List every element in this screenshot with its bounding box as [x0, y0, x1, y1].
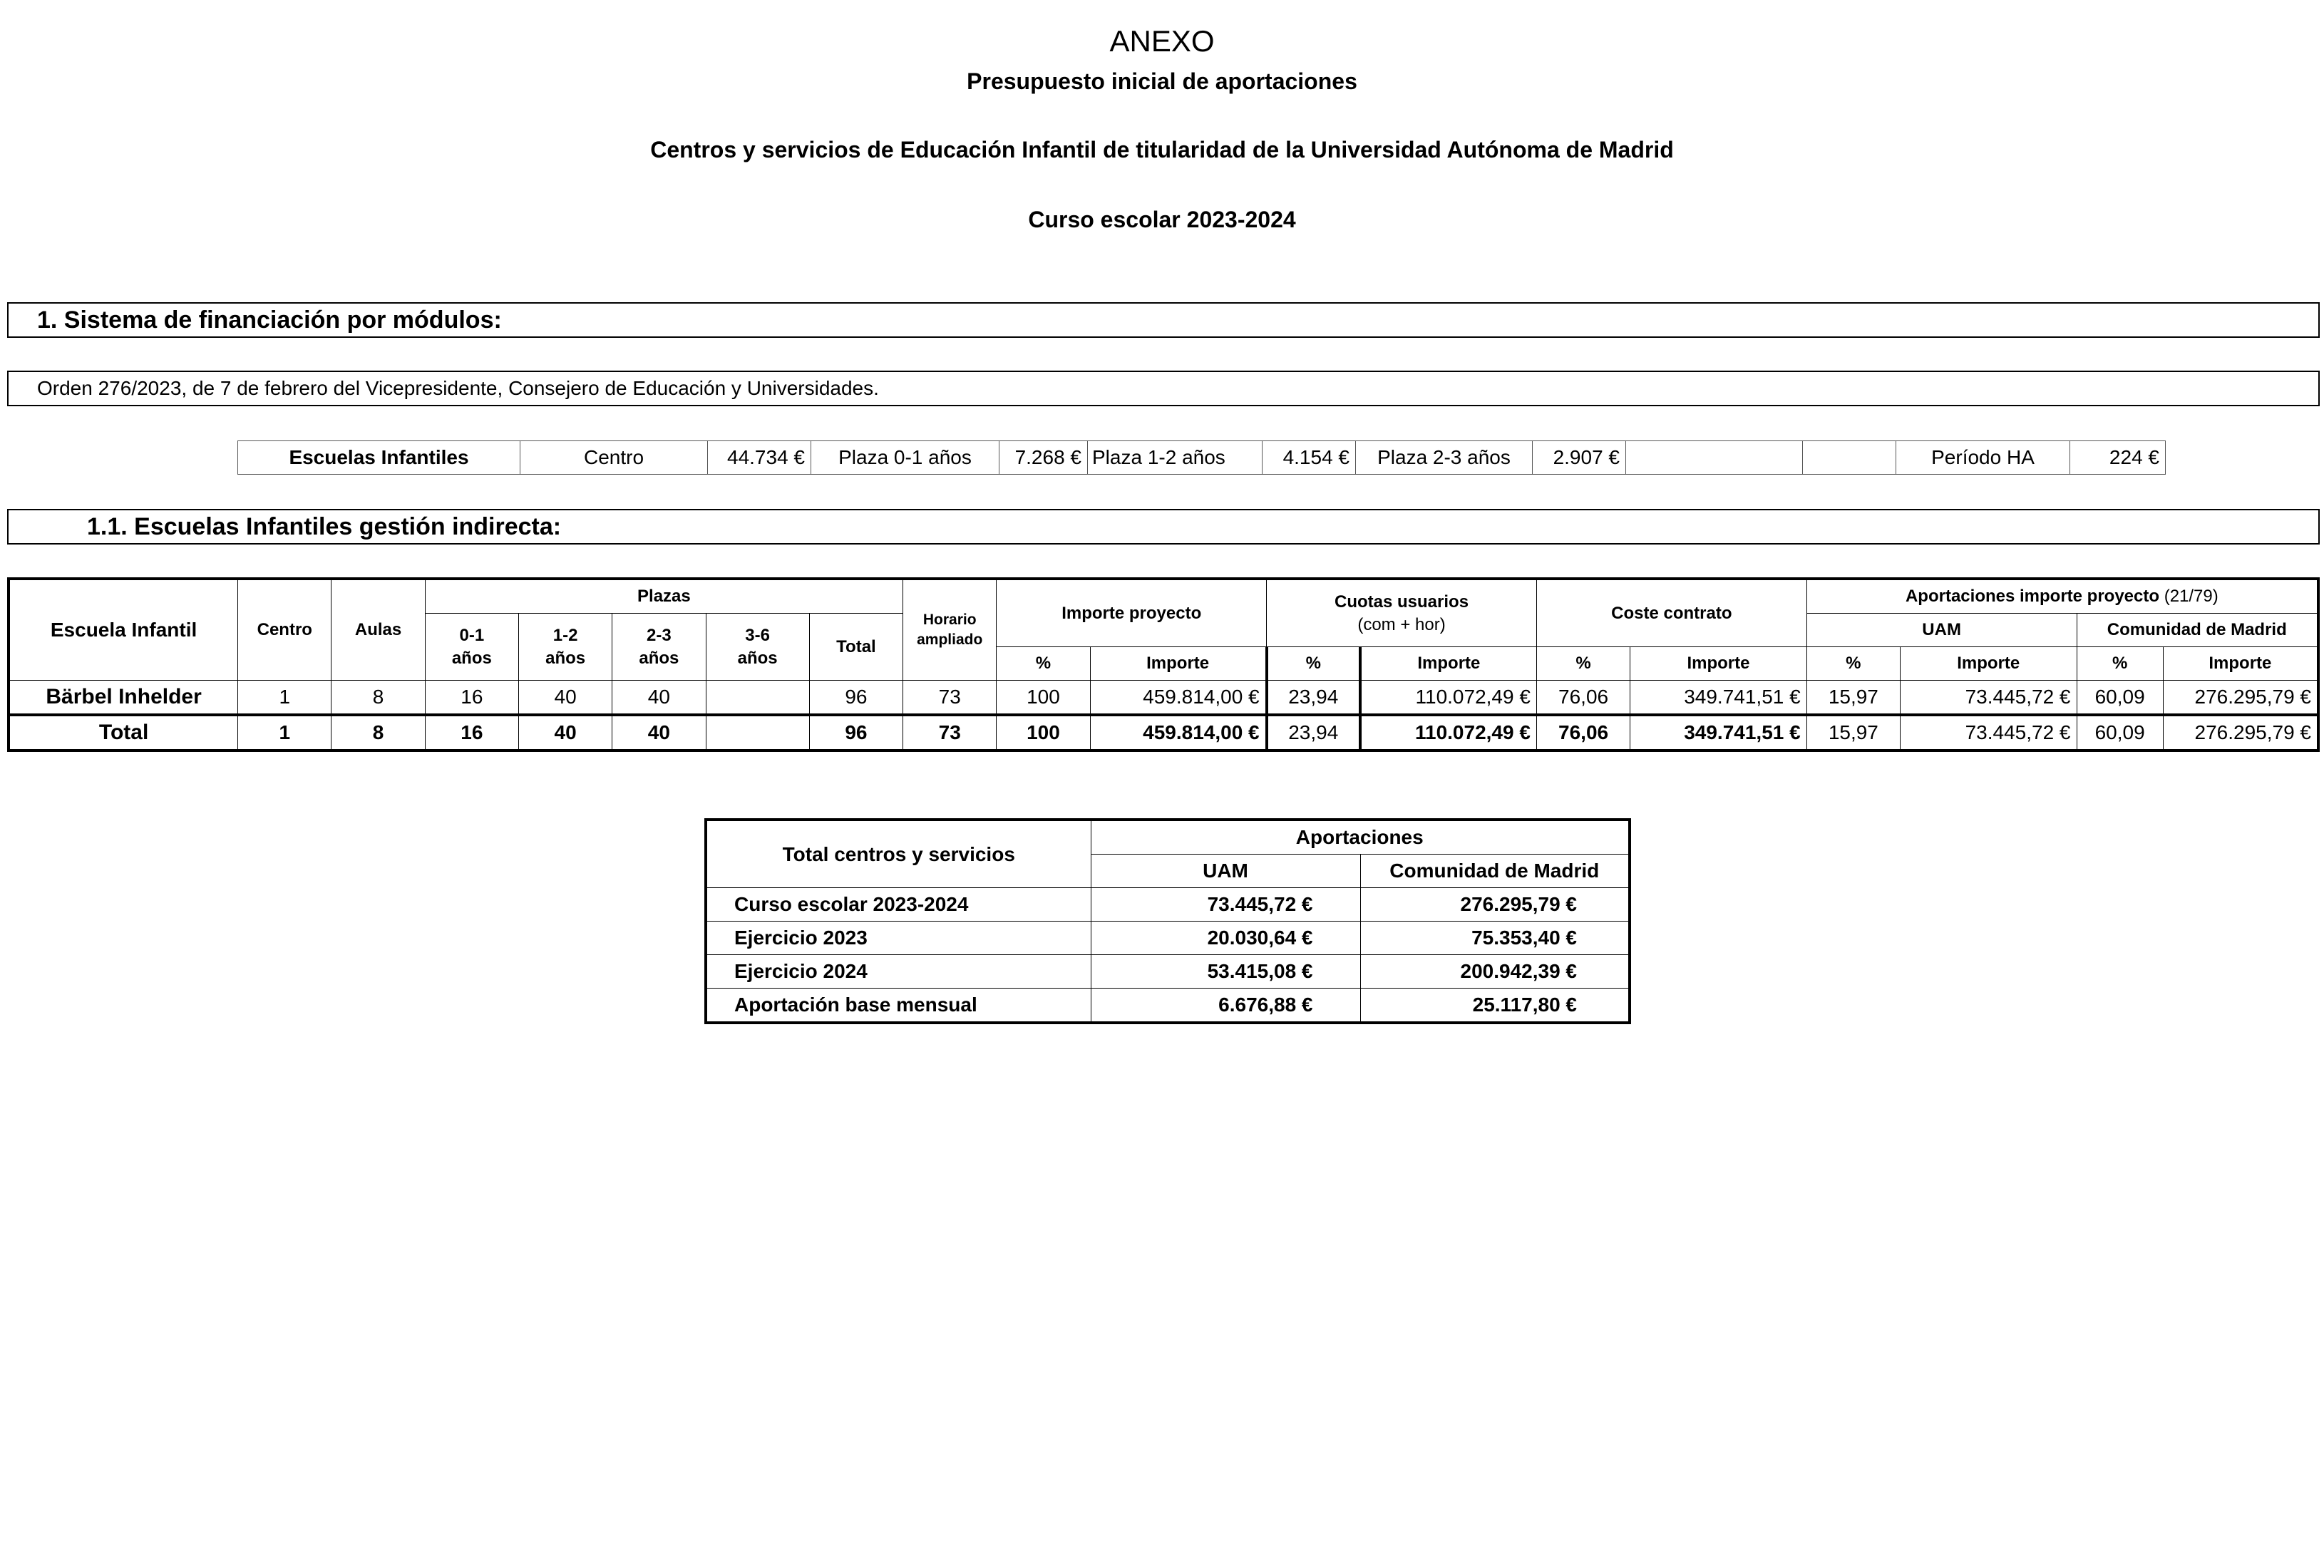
course-heading: Curso escolar 2023-2024 — [1028, 207, 1296, 232]
header-cuotas-title: Cuotas usuarios — [1335, 592, 1469, 612]
summary-col-uam: UAM — [1091, 855, 1360, 888]
summary-label: Ejercicio 2024 — [706, 955, 1091, 989]
header-uam-pct: % — [1806, 647, 1900, 681]
header-cm: Comunidad de Madrid — [2077, 614, 2318, 647]
empty-cell — [1803, 441, 1896, 475]
total-ip-pct: 100 — [997, 715, 1090, 751]
periodo-label: Período HA — [1896, 441, 2070, 475]
summary-header-left: Total centros y servicios — [706, 820, 1091, 888]
summary-row — [706, 955, 1630, 989]
cell-p01: 16 — [425, 681, 518, 716]
cell-cm-pct: 60,09 — [2077, 681, 2163, 716]
total-aulas: 8 — [331, 715, 425, 751]
total-row — [9, 715, 2318, 751]
header-p12: 1-2 años — [518, 614, 612, 681]
header-cu-pct: % — [1267, 647, 1360, 681]
header-aportaciones-title: Aportaciones importe proyecto — [1905, 587, 2160, 606]
centro-value: 44.734 € — [708, 441, 811, 475]
summary-col-cm: Comunidad de Madrid — [1360, 855, 1630, 888]
header-coste: Coste contrato — [1536, 579, 1806, 647]
header-cu-importe: Importe — [1360, 647, 1537, 681]
total-uam-pct: 15,97 — [1806, 715, 1900, 751]
cell-cu-importe: 110.072,49 € — [1360, 681, 1537, 716]
plaza-0-1-value: 7.268 € — [999, 441, 1088, 475]
total-ip-importe: 459.814,00 € — [1090, 715, 1267, 751]
total-p36 — [706, 715, 809, 751]
total-label: Total — [9, 715, 238, 751]
header-uam: UAM — [1806, 614, 2077, 647]
plaza-2-3-value: 2.907 € — [1533, 441, 1626, 475]
cell-cc-pct: 76,06 — [1536, 681, 1630, 716]
centres-heading: Centros y servicios de Educación Infantil de titularidad de la Universidad Autónoma de Madrid — [650, 137, 1674, 163]
header-importe-proyecto: Importe proyecto — [997, 579, 1267, 647]
header-cuotas-sub: (com + hor) — [1357, 614, 1446, 634]
cell-aulas: 8 — [331, 681, 425, 716]
cell-centro: 1 — [238, 681, 331, 716]
header-aportaciones — [1806, 579, 2318, 614]
summary-label: Curso escolar 2023-2024 — [706, 888, 1091, 922]
header-ip-importe: Importe — [1090, 647, 1267, 681]
total-p12: 40 — [518, 715, 612, 751]
summary-cm: 200.942,39 € — [1360, 955, 1630, 989]
summary-cm: 25.117,80 € — [1360, 989, 1630, 1023]
summary-uam: 20.030,64 € — [1091, 922, 1360, 955]
header-escuela: Escuela Infantil — [9, 579, 238, 681]
summary-uam: 73.445,72 € — [1091, 888, 1360, 922]
total-cc-pct: 76,06 — [1536, 715, 1630, 751]
header-cc-importe: Importe — [1630, 647, 1807, 681]
header-plazas: Plazas — [425, 579, 903, 614]
summary-row — [706, 922, 1630, 955]
summary-label: Ejercicio 2023 — [706, 922, 1091, 955]
total-total: 96 — [809, 715, 903, 751]
summary-label: Aportación base mensual — [706, 989, 1091, 1023]
cell-p12: 40 — [518, 681, 612, 716]
module-rates-table — [237, 440, 2166, 475]
order-reference: Orden 276/2023, de 7 de febrero del Vicepresidente, Consejero de Educación y Universidades. — [7, 371, 2320, 406]
cell-p36 — [706, 681, 809, 716]
plaza-2-3-label: Plaza 2-3 años — [1356, 441, 1533, 475]
summary-cm: 276.295,79 € — [1360, 888, 1630, 922]
schools-budget-table — [7, 577, 2320, 752]
total-horario: 73 — [903, 715, 997, 751]
contributions-summary-table — [704, 818, 1631, 1024]
cell-cm-importe: 276.295,79 € — [2163, 681, 2318, 716]
summary-uam: 53.415,08 € — [1091, 955, 1360, 989]
header-ip-pct: % — [997, 647, 1090, 681]
header-cc-pct: % — [1536, 647, 1630, 681]
cell-horario: 73 — [903, 681, 997, 716]
header-total: Total — [809, 614, 903, 681]
header-horario — [903, 579, 997, 681]
summary-row — [706, 888, 1630, 922]
header-p01: 0-1 años — [425, 614, 518, 681]
total-cu-importe: 110.072,49 € — [1360, 715, 1537, 751]
section-1-heading: 1. Sistema de financiación por módulos: — [7, 302, 2320, 338]
header-centro: Centro — [238, 579, 331, 681]
cell-uam-pct: 15,97 — [1806, 681, 1900, 716]
summary-row — [706, 989, 1630, 1023]
modules-label: Escuelas Infantiles — [238, 441, 520, 475]
header-horario-line1: Horario — [922, 612, 977, 628]
empty-cell — [1626, 441, 1803, 475]
periodo-value: 224 € — [2070, 441, 2166, 475]
header-p23: 2-3 años — [612, 614, 706, 681]
plaza-0-1-label: Plaza 0-1 años — [811, 441, 999, 475]
section-1-1-heading: 1.1. Escuelas Infantiles gestión indirecta: — [7, 509, 2320, 545]
total-cu-pct: 23,94 — [1267, 715, 1360, 751]
total-cm-importe: 276.295,79 € — [2163, 715, 2318, 751]
annex-title: ANEXO — [1109, 24, 1215, 58]
total-uam-importe: 73.445,72 € — [1900, 715, 2077, 751]
total-p01: 16 — [425, 715, 518, 751]
total-p23: 40 — [612, 715, 706, 751]
header-cm-importe: Importe — [2163, 647, 2318, 681]
cell-cc-importe: 349.741,51 € — [1630, 681, 1807, 716]
summary-header-group: Aportaciones — [1091, 820, 1630, 855]
summary-uam: 6.676,88 € — [1091, 989, 1360, 1023]
document-subtitle: Presupuesto inicial de aportaciones — [967, 68, 1357, 94]
header-cuotas — [1267, 579, 1537, 647]
total-cc-importe: 349.741,51 € — [1630, 715, 1807, 751]
table-row — [9, 681, 2318, 716]
cell-escuela: Bärbel Inhelder — [9, 681, 238, 716]
header-aportaciones-ratio: (21/79) — [2164, 587, 2218, 606]
plaza-1-2-label: Plaza 1-2 años — [1088, 441, 1263, 475]
cell-ip-importe: 459.814,00 € — [1090, 681, 1267, 716]
header-aulas: Aulas — [331, 579, 425, 681]
cell-cu-pct: 23,94 — [1267, 681, 1360, 716]
header-uam-importe: Importe — [1900, 647, 2077, 681]
summary-cm: 75.353,40 € — [1360, 922, 1630, 955]
total-centro: 1 — [238, 715, 331, 751]
header-p36: 3-6 años — [706, 614, 809, 681]
header-cm-pct: % — [2077, 647, 2163, 681]
cell-p23: 40 — [612, 681, 706, 716]
cell-uam-importe: 73.445,72 € — [1900, 681, 2077, 716]
plaza-1-2-value: 4.154 € — [1263, 441, 1356, 475]
centro-label: Centro — [520, 441, 708, 475]
cell-ip-pct: 100 — [997, 681, 1090, 716]
header-horario-line2: ampliado — [917, 631, 983, 648]
cell-total: 96 — [809, 681, 903, 716]
total-cm-pct: 60,09 — [2077, 715, 2163, 751]
